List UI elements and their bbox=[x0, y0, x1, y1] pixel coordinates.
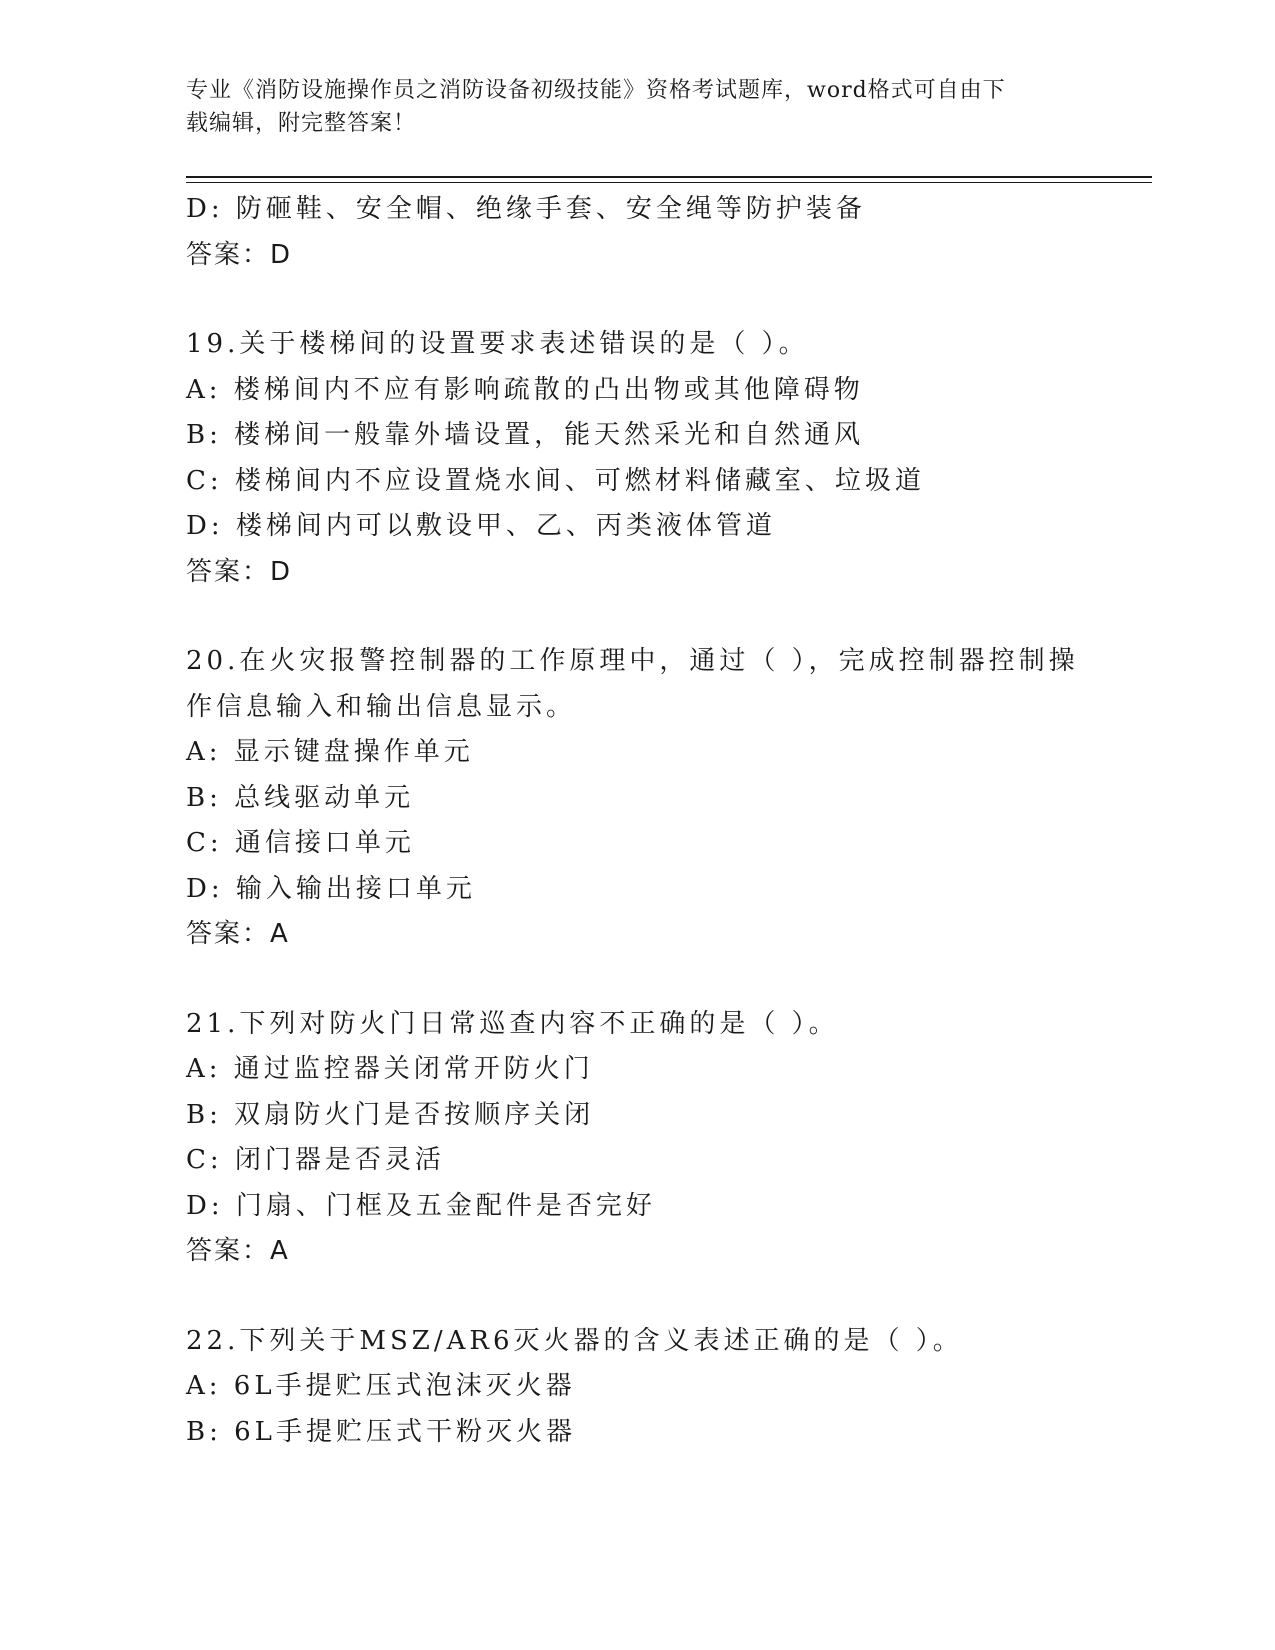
question-stem-line-1: 20.在火灾报警控制器的工作原理中，通过（ ），完成控制器控制操 bbox=[186, 646, 1079, 676]
question-list bbox=[186, 187, 1086, 1455]
spacer bbox=[186, 958, 1086, 1002]
option-c: C: 楼梯间内不应设置烧水间、可燃材料储藏室、垃圾道 bbox=[186, 465, 925, 496]
answer-line: 答案：D bbox=[186, 239, 293, 270]
option-c: C: 闭门器是否灵活 bbox=[186, 1145, 445, 1175]
header-rule-thick bbox=[186, 176, 1152, 178]
option-b: B: 6L手提贮压式干粉灭火器 bbox=[186, 1416, 576, 1447]
question-stem-line-2: 作信息输入和输出信息显示。 bbox=[186, 691, 577, 722]
answer-line: 答案：A bbox=[186, 1236, 290, 1266]
header-rule-thin bbox=[186, 182, 1152, 183]
option-b: B: 总线驱动单元 bbox=[186, 782, 415, 813]
document-header bbox=[186, 74, 1066, 140]
question-stem: 22.下列关于MSZ/AR6灭火器的含义表述正确的是（ ）。 bbox=[186, 1325, 963, 1356]
question-21 bbox=[186, 1002, 1086, 1275]
previous-question-tail bbox=[186, 187, 1086, 278]
option-d: D: 防砸鞋、安全帽、绝缘手套、安全绳等防护装备 bbox=[186, 194, 866, 224]
option-a: A: 楼梯间内不应有影响疏散的凸出物或其他障碍物 bbox=[186, 374, 864, 405]
header-line-1: 专业《消防设施操作员之消防设备初级技能》资格考试题库，word格式可自由下 bbox=[186, 78, 1006, 103]
spacer bbox=[186, 1275, 1086, 1319]
option-a: A: 显示键盘操作单元 bbox=[186, 737, 474, 767]
option-d: D: 楼梯间内可以敷设甲、乙、丙类液体管道 bbox=[186, 511, 776, 541]
question-20 bbox=[186, 639, 1086, 958]
answer-line: 答案：A bbox=[186, 919, 290, 949]
spacer bbox=[186, 595, 1086, 639]
option-d: D: 门扇、门框及五金配件是否完好 bbox=[186, 1190, 656, 1221]
option-a: A: 通过监控器关闭常开防火门 bbox=[186, 1054, 594, 1084]
question-22 bbox=[186, 1319, 1086, 1456]
option-c: C: 通信接口单元 bbox=[186, 828, 415, 858]
option-a: A: 6L手提贮压式泡沫灭火器 bbox=[186, 1371, 576, 1401]
option-d: D: 输入输出接口单元 bbox=[186, 873, 476, 904]
question-stem: 21.下列对防火门日常巡查内容不正确的是（ ）。 bbox=[186, 1008, 839, 1039]
question-stem: 19.关于楼梯间的设置要求表述错误的是（ ）。 bbox=[186, 329, 809, 359]
answer-line: 答案：D bbox=[186, 556, 293, 587]
option-b: B: 双扇防火门是否按顺序关闭 bbox=[186, 1099, 595, 1130]
spacer bbox=[186, 278, 1086, 322]
header-line-2: 载编辑，附完整答案！ bbox=[186, 111, 417, 136]
question-19 bbox=[186, 322, 1086, 595]
option-b: B: 楼梯间一般靠外墙设置，能天然采光和自然通风 bbox=[186, 420, 865, 450]
